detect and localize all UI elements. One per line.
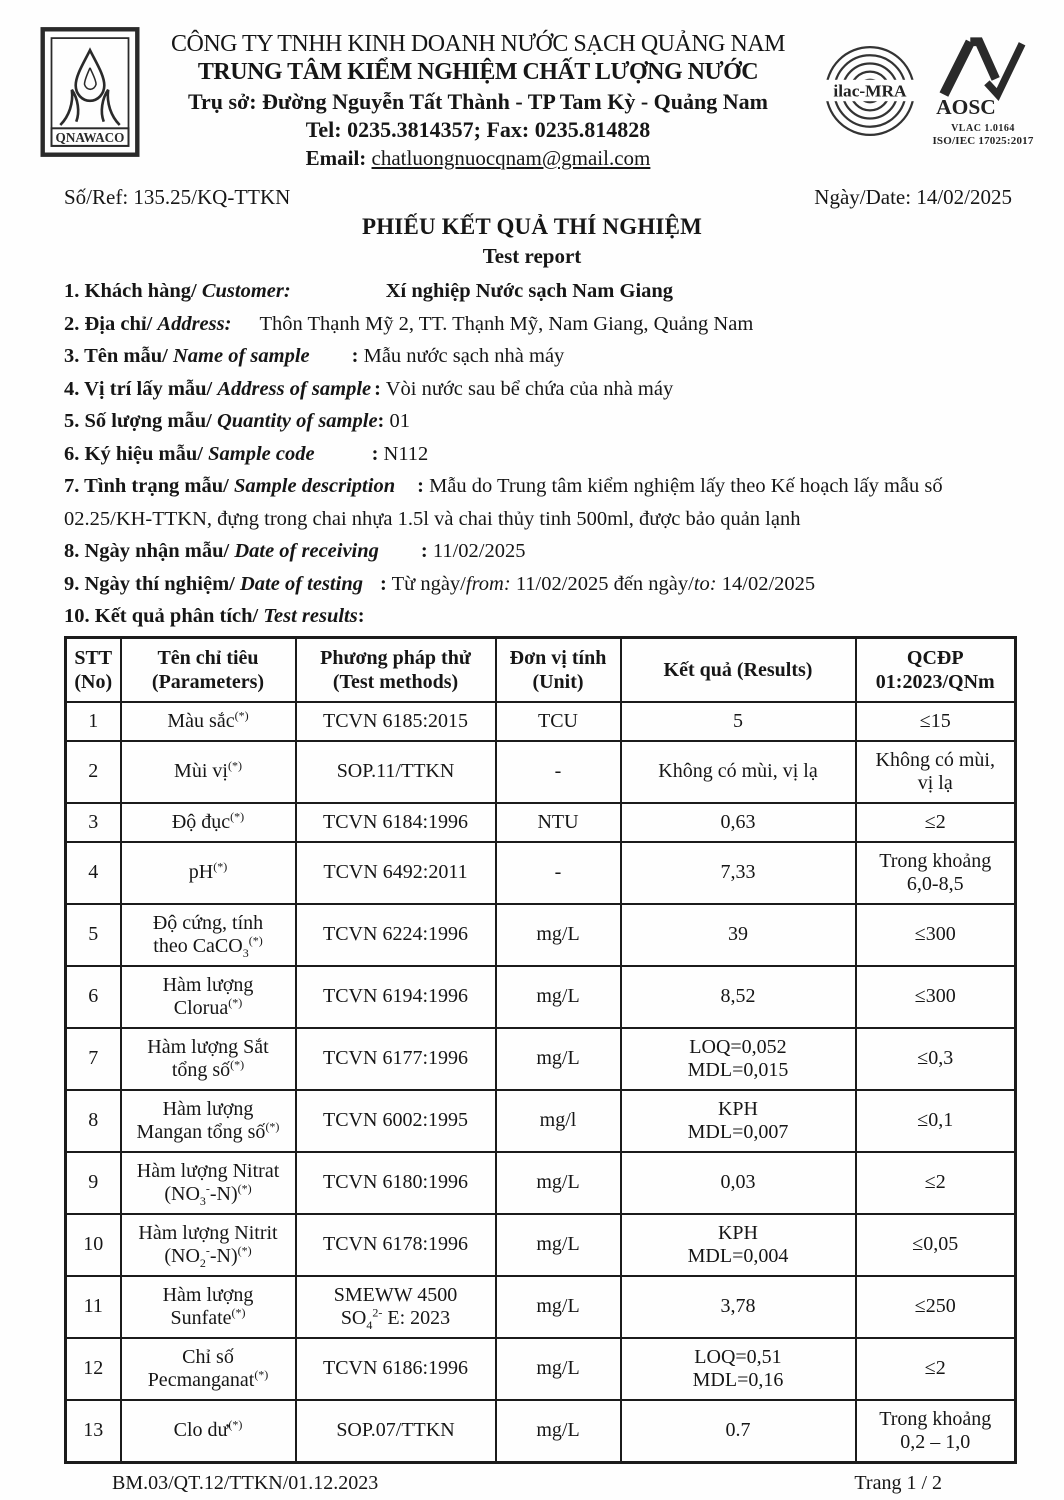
cell-method: TCVN 6224:1996 bbox=[296, 904, 496, 966]
page-title: PHIẾU KẾT QUẢ THÍ NGHIỆM bbox=[361, 214, 703, 239]
cell-unit: - bbox=[496, 741, 621, 803]
cell-no: 4 bbox=[66, 842, 121, 904]
reference-row bbox=[0, 172, 1064, 210]
aosc-logo-text: AOSC bbox=[936, 95, 996, 118]
cell-parameter: Hàm lượng Sắt tổng số(*) bbox=[121, 1028, 296, 1090]
cell-limit: ≤250 bbox=[856, 1276, 1016, 1338]
info-test-results-heading: 10. Kết quả phân tích/ Test results: bbox=[64, 605, 365, 627]
cell-method: TCVN 6185:2015 bbox=[296, 702, 496, 741]
cell-unit: mg/L bbox=[496, 966, 621, 1028]
cell-unit: - bbox=[496, 842, 621, 904]
page-subtitle: Test report bbox=[482, 244, 582, 268]
cell-parameter: Độ đục(*) bbox=[121, 803, 296, 842]
page-footer bbox=[0, 1464, 1064, 1496]
cell-method: SOP.11/TTKN bbox=[296, 741, 496, 803]
cell-result: Không có mùi, vị lạ bbox=[621, 741, 856, 803]
cell-limit: ≤0,3 bbox=[856, 1028, 1016, 1090]
table-row bbox=[66, 1152, 1016, 1214]
table-row bbox=[66, 702, 1016, 741]
cell-unit: mg/l bbox=[496, 1090, 621, 1152]
report-date: Ngày/Date: 14/02/2025 bbox=[814, 185, 1012, 209]
sample-code-value: N112 bbox=[383, 442, 429, 465]
cell-method: TCVN 6184:1996 bbox=[296, 803, 496, 842]
cell-result: KPH MDL=0,007 bbox=[621, 1090, 856, 1152]
cell-result: LOQ=0,51 MDL=0,16 bbox=[621, 1338, 856, 1400]
cell-parameter: Độ cứng, tính theo CaCO$_3$(*) bbox=[121, 904, 296, 966]
cell-unit: TCU bbox=[496, 702, 621, 741]
center-name: TRUNG TÂM KIỂM NGHIỆM CHẤT LƯỢNG NƯỚC bbox=[197, 59, 759, 85]
cell-result: 7,33 bbox=[621, 842, 856, 904]
cell-parameter: Clo dư(*) bbox=[121, 1400, 296, 1463]
table-row bbox=[66, 1028, 1016, 1090]
cell-result: 39 bbox=[621, 904, 856, 966]
cell-limit: ≤300 bbox=[856, 904, 1016, 966]
cell-parameter: Hàm lượng Clorua(*) bbox=[121, 966, 296, 1028]
email-address: chatluongnuocqnam@gmail.com bbox=[371, 146, 651, 170]
info-sample-address: 4. Vị trí lấy mẫu/ Address of sample : Vòi nước sau bể chứa của nhà máy bbox=[64, 377, 674, 400]
table-row bbox=[66, 1338, 1016, 1400]
info-sample-description: 7. Tình trạng mẫu/ Sample description : Mẫu do Trung tâm kiểm nghiệm lấy theo Kế hoạch lấy mẫu số 02.25/KH-TTKN, đựng trong chai nhựa 1.5l và chai thủy tinh 500ml, được bảo quản lạnh bbox=[64, 475, 943, 530]
footer-page-number: Trang 1 / 2 bbox=[854, 1471, 942, 1494]
cell-result: 8,52 bbox=[621, 966, 856, 1028]
certification-logos bbox=[814, 26, 1036, 148]
cell-result: 0,03 bbox=[621, 1152, 856, 1214]
cell-result: 3,78 bbox=[621, 1276, 856, 1338]
cell-no: 10 bbox=[66, 1214, 121, 1276]
cell-unit: mg/L bbox=[496, 1152, 621, 1214]
cell-limit: ≤2 bbox=[856, 1152, 1016, 1214]
column-header-no: STT (No) bbox=[66, 637, 121, 702]
ilac-mra-logo-text: ilac-MRA bbox=[833, 81, 907, 101]
cell-method: SMEWW 4500 $SO_4^{2-}$ E: 2023 bbox=[296, 1276, 496, 1338]
table-row bbox=[66, 803, 1016, 842]
cell-limit: ≤15 bbox=[856, 702, 1016, 741]
cell-limit: Trong khoảng 0,2 – 1,0 bbox=[856, 1400, 1016, 1463]
reference-number: Số/Ref: 135.25/KQ-TTKN bbox=[64, 185, 291, 209]
cell-method: SOP.07/TTKN bbox=[296, 1400, 496, 1463]
company-name: CÔNG TY TNHH KINH DOANH NƯỚC SẠCH QUẢNG NAM bbox=[170, 31, 786, 57]
info-sample-name: 3. Tên mẫu/ Name of sample : Mẫu nước sạch nhà máy bbox=[64, 345, 565, 367]
results-table-head bbox=[66, 637, 1016, 702]
table-row bbox=[66, 1276, 1016, 1338]
info-date-receiving: 8. Ngày nhận mẫu/ Date of receiving : 11/02/2025 bbox=[64, 540, 526, 562]
aosc-caption-iso: ISO/IEC 17025:2017 bbox=[932, 135, 1034, 147]
results-table bbox=[64, 636, 1017, 1464]
ilac-mra-logo bbox=[814, 40, 926, 142]
cell-unit: mg/L bbox=[496, 1338, 621, 1400]
cell-limit: Trong khoảng 6,0-8,5 bbox=[856, 842, 1016, 904]
cell-parameter: Chỉ số Pecmanganat(*) bbox=[121, 1338, 296, 1400]
table-row bbox=[66, 1400, 1016, 1463]
cell-no: 9 bbox=[66, 1152, 121, 1214]
customer-value: Xí nghiệp Nước sạch Nam Giang bbox=[385, 280, 674, 302]
cell-limit: ≤300 bbox=[856, 966, 1016, 1028]
info-sample-code: 6. Ký hiệu mẫu/ Sample code : N112 bbox=[64, 442, 429, 465]
table-row bbox=[66, 1090, 1016, 1152]
table-row bbox=[66, 966, 1016, 1028]
header-tel-fax: Tel: 0235.3814357; Fax: 0235.814828 bbox=[305, 117, 651, 142]
quantity-value: 01 bbox=[389, 410, 410, 432]
cell-parameter: pH(*) bbox=[121, 842, 296, 904]
cell-method: TCVN 6180:1996 bbox=[296, 1152, 496, 1214]
cell-method: TCVN 6186:1996 bbox=[296, 1338, 496, 1400]
column-header-parameter: Tên chỉ tiêu (Parameters) bbox=[121, 637, 296, 702]
date-receiving-value: 11/02/2025 bbox=[432, 540, 526, 562]
header-text-block bbox=[142, 26, 814, 172]
table-row bbox=[66, 842, 1016, 904]
sample-info-section bbox=[0, 270, 1064, 633]
cell-limit: ≤2 bbox=[856, 803, 1016, 842]
column-header-unit: Đơn vị tính (Unit) bbox=[496, 637, 621, 702]
cell-method: TCVN 6177:1996 bbox=[296, 1028, 496, 1090]
header-email-line bbox=[142, 144, 814, 172]
table-row bbox=[66, 904, 1016, 966]
cell-method: TCVN 6492:2011 bbox=[296, 842, 496, 904]
water-drop-icon bbox=[76, 50, 105, 101]
document-header bbox=[0, 0, 1064, 172]
email-label: Email: bbox=[305, 146, 367, 170]
cell-no: 8 bbox=[66, 1090, 121, 1152]
cell-limit: ≤0,1 bbox=[856, 1090, 1016, 1152]
cell-parameter: Hàm lượng Mangan tổng số(*) bbox=[121, 1090, 296, 1152]
address-value: Thôn Thạnh Mỹ 2, TT. Thạnh Mỹ, Nam Giang, Quảng Nam bbox=[259, 312, 754, 335]
table-row bbox=[66, 741, 1016, 803]
cell-result: 5 bbox=[621, 702, 856, 741]
cell-result: 0,63 bbox=[621, 803, 856, 842]
info-quantity: 5. Số lượng mẫu/ Quantity of sample: 01 bbox=[64, 410, 410, 432]
cell-unit: mg/L bbox=[496, 1028, 621, 1090]
testing-from-date: 11/02/2025 đến ngày/ bbox=[510, 572, 694, 595]
hand-right-icon bbox=[102, 90, 120, 125]
testing-from-label: Từ ngày/ bbox=[391, 572, 466, 595]
cell-unit: mg/L bbox=[496, 904, 621, 966]
footer-doc-code: BM.03/QT.12/TTKN/01.12.2023 bbox=[112, 1471, 379, 1494]
sample-description-value: Mẫu do Trung tâm kiểm nghiệm lấy theo Kế hoạch lấy mẫu số 02.25/KH-TTKN, đựng trong chai nhựa 1.5l và chai thủy tinh 500ml, được bảo quản lạnh bbox=[64, 475, 943, 530]
table-row bbox=[66, 1214, 1016, 1276]
header-address: Trụ sở: Đường Nguyễn Tất Thành - TP Tam Kỳ - Quảng Nam bbox=[188, 89, 768, 114]
aosc-caption-vlac: VLAC 1.0164 bbox=[951, 123, 1015, 134]
cell-no: 6 bbox=[66, 966, 121, 1028]
cell-no: 11 bbox=[66, 1276, 121, 1338]
column-header-result: Kết quả (Results) bbox=[621, 637, 856, 702]
info-date-testing: 9. Ngày thí nghiệm/ Date of testing : Từ ngày/from: 11/02/2025 đến ngày/to: 14/02/2025 bbox=[64, 572, 816, 595]
sample-address-value: Vòi nước sau bể chứa của nhà máy bbox=[385, 377, 674, 400]
cell-limit: ≤2 bbox=[856, 1338, 1016, 1400]
info-customer: 1. Khách hàng/ Customer: Xí nghiệp Nước sạch Nam Giang bbox=[64, 280, 674, 302]
qnawaco-logo-text: QNAWACO bbox=[55, 130, 125, 146]
cell-method: TCVN 6194:1996 bbox=[296, 966, 496, 1028]
cell-no: 5 bbox=[66, 904, 121, 966]
testing-to-date: 14/02/2025 bbox=[716, 572, 816, 595]
cell-result: 0.7 bbox=[621, 1400, 856, 1463]
cell-limit: Không có mùi, vị lạ bbox=[856, 741, 1016, 803]
aosc-logo-block bbox=[930, 32, 1036, 148]
aosc-logo bbox=[933, 32, 1033, 118]
cell-no: 1 bbox=[66, 702, 121, 741]
cell-limit: ≤0,05 bbox=[856, 1214, 1016, 1276]
cell-unit: mg/L bbox=[496, 1276, 621, 1338]
cell-no: 7 bbox=[66, 1028, 121, 1090]
cell-result: KPH MDL=0,004 bbox=[621, 1214, 856, 1276]
cell-parameter: Hàm lượng Nitrit $(NO_2^--N)^{(*)}$ bbox=[121, 1214, 296, 1276]
cell-no: 3 bbox=[66, 803, 121, 842]
hand-left-icon bbox=[60, 90, 78, 125]
cell-result: LOQ=0,052 MDL=0,015 bbox=[621, 1028, 856, 1090]
cell-parameter: Hàm lượng Nitrat $(NO_3^--N)^{(*)}$ bbox=[121, 1152, 296, 1214]
cell-unit: NTU bbox=[496, 803, 621, 842]
cell-method: TCVN 6002:1995 bbox=[296, 1090, 496, 1152]
info-address: 2. Địa chỉ/ Address: Thôn Thạnh Mỹ 2, TT. Thạnh Mỹ, Nam Giang, Quảng Nam bbox=[64, 312, 754, 335]
cell-no: 12 bbox=[66, 1338, 121, 1400]
column-header-method: Phương pháp thử (Test methods) bbox=[296, 637, 496, 702]
cell-parameter: Màu sắc(*) bbox=[121, 702, 296, 741]
qnawaco-logo bbox=[38, 26, 142, 158]
cell-no: 13 bbox=[66, 1400, 121, 1463]
cell-parameter: Mùi vị(*) bbox=[121, 741, 296, 803]
column-header-limit: QCĐP 01:2023/QNm bbox=[856, 637, 1016, 702]
results-table-body bbox=[66, 702, 1016, 1463]
header-row bbox=[66, 637, 1016, 702]
sample-name-value: Mẫu nước sạch nhà máy bbox=[363, 345, 565, 367]
cell-unit: mg/L bbox=[496, 1214, 621, 1276]
cell-parameter: Hàm lượng Sunfate(*) bbox=[121, 1276, 296, 1338]
cell-unit: mg/L bbox=[496, 1400, 621, 1463]
cell-no: 2 bbox=[66, 741, 121, 803]
cell-method: TCVN 6178:1996 bbox=[296, 1214, 496, 1276]
